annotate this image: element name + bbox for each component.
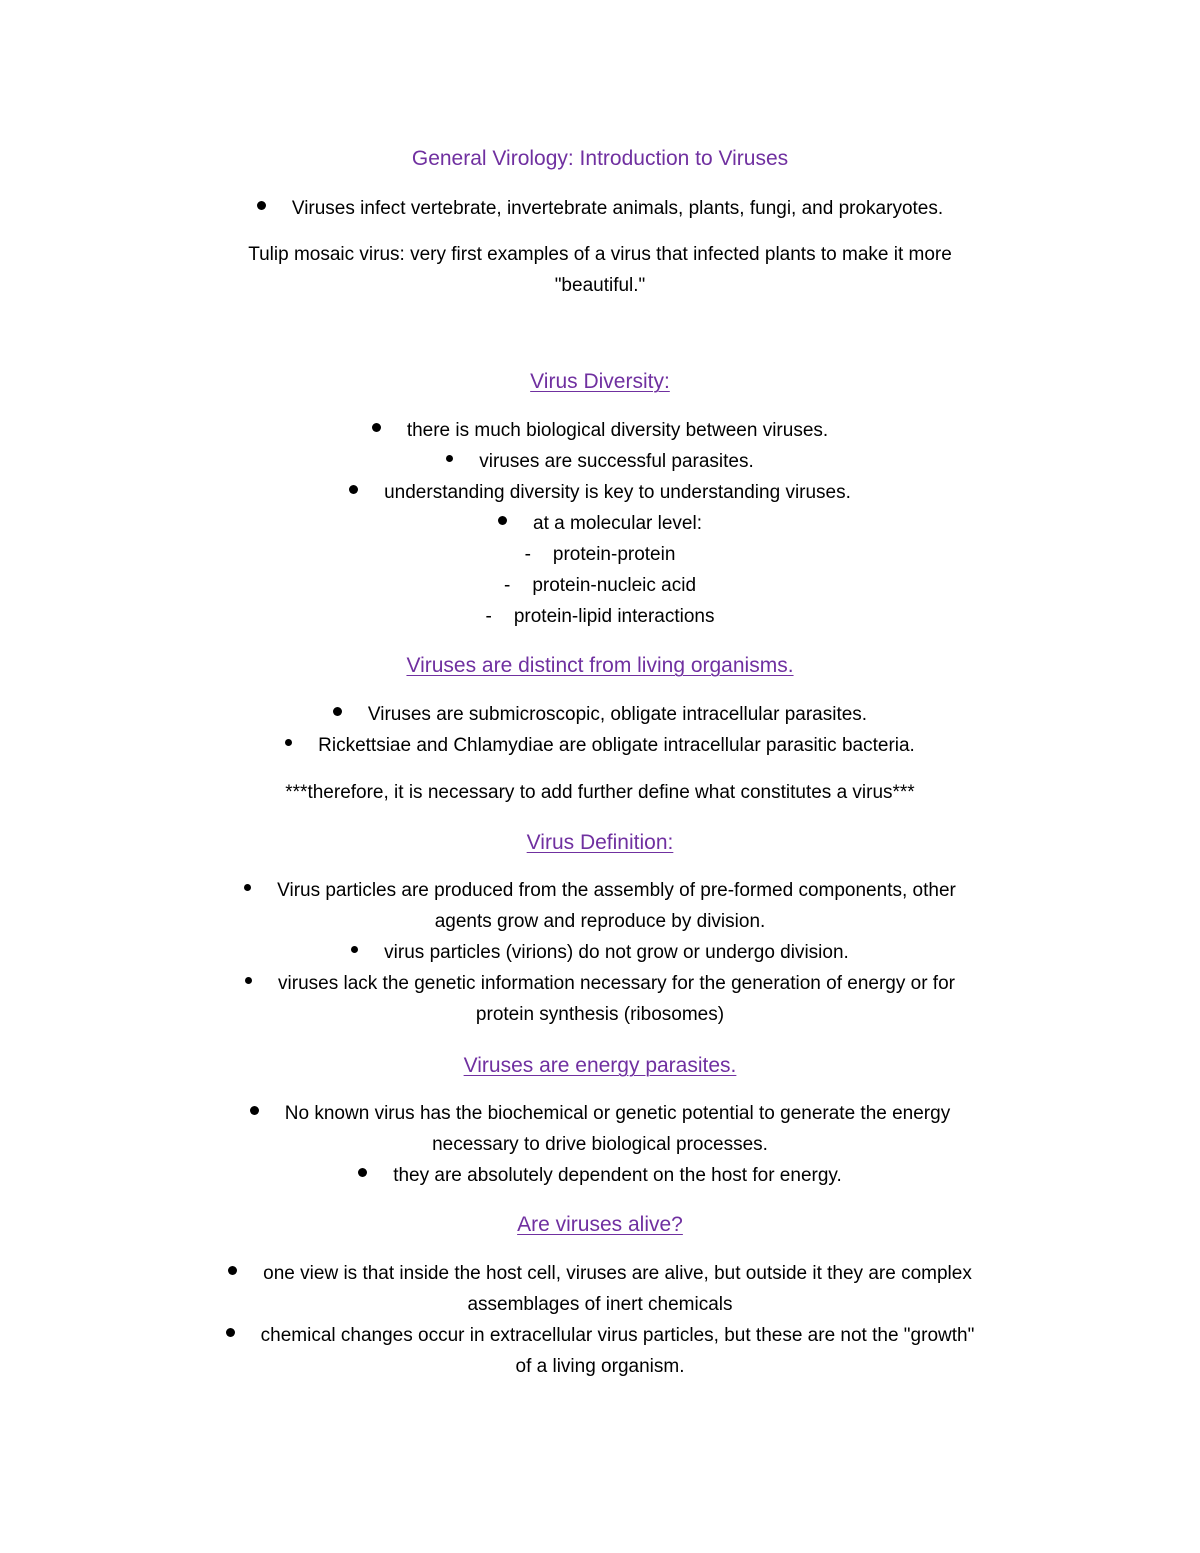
- diversity-bullet-item: viruses are successful parasites.: [0, 448, 1200, 476]
- alive-bullet-item: one view is that inside the host cell, viruses are alive, but outside it they are complex: [0, 1260, 1200, 1288]
- bullet-icon: [257, 201, 266, 210]
- document-title: General Virology: Introduction to Viruses: [411, 147, 789, 170]
- diversity-dash-item: - protein-lipid interactions: [0, 603, 1200, 631]
- bullet-icon: [250, 1106, 259, 1115]
- dash-marker: -: [524, 544, 531, 565]
- definition-bullet-continuation: agents grow and reproduce by division.: [434, 911, 766, 932]
- bullet-icon: [446, 455, 453, 462]
- distinct-note: ***therefore, it is necessary to add further define what constitutes a virus***: [285, 782, 915, 803]
- alive-bullet-item: chemical changes occur in extracellular virus particles, but these are not the "growth": [0, 1322, 1200, 1350]
- energy-bullet-item: No known virus has the biochemical or genetic potential to generate the energy: [0, 1100, 1200, 1128]
- definition-bullet-continuation: protein synthesis (ribosomes): [475, 1004, 725, 1025]
- tulip-text-line-2: "beautiful.": [554, 275, 646, 296]
- bullet-icon: [372, 423, 381, 432]
- diversity-bullet-item: there is much biological diversity between viruses.: [0, 417, 1200, 445]
- dash-marker: -: [503, 575, 511, 596]
- section-heading-diversity: Virus Diversity:: [530, 370, 670, 393]
- bullet-icon: [358, 1168, 367, 1177]
- bullet-icon: [226, 1328, 235, 1337]
- distinct-bullet-item: Viruses are submicroscopic, obligate intracellular parasites.: [0, 701, 1200, 729]
- energy-bullet-item: they are absolutely dependent on the host for energy.: [0, 1162, 1200, 1190]
- section-heading-alive: Are viruses alive?: [517, 1213, 683, 1236]
- tulip-text-line-1: Tulip mosaic virus: very first examples of a virus that infected plants to make it more: [248, 244, 952, 265]
- diversity-dash-item: - protein-nucleic acid: [0, 572, 1200, 600]
- bullet-icon: [245, 977, 252, 984]
- bullet-icon: [498, 516, 507, 525]
- definition-bullet-item: virus particles (virions) do not grow or undergo division.: [0, 939, 1200, 967]
- section-heading-distinct: Viruses are distinct from living organisms.: [406, 654, 794, 677]
- section-heading-energy: Viruses are energy parasites.: [463, 1054, 737, 1077]
- distinct-bullet-item: Rickettsiae and Chlamydiae are obligate intracellular parasitic bacteria.: [0, 732, 1200, 760]
- alive-bullet-continuation: of a living organism.: [515, 1356, 685, 1377]
- diversity-bullet-item: at a molecular level:: [0, 510, 1200, 538]
- bullet-icon: [244, 884, 251, 891]
- dash-marker: -: [485, 606, 492, 627]
- bullet-icon: [351, 946, 358, 953]
- bullet-icon: [349, 485, 358, 494]
- definition-bullet-item: viruses lack the genetic information necessary for the generation of energy or for: [0, 970, 1200, 998]
- diversity-dash-item: - protein-protein: [0, 541, 1200, 569]
- energy-bullet-continuation: necessary to drive biological processes.: [432, 1134, 768, 1155]
- bullet-icon: [228, 1266, 237, 1275]
- diversity-bullet-item: understanding diversity is key to understanding viruses.: [0, 479, 1200, 507]
- alive-bullet-continuation: assemblages of inert chemicals: [467, 1294, 733, 1315]
- bullet-icon: [333, 707, 342, 716]
- intro-bullet-item: Viruses infect vertebrate, invertebrate animals, plants, fungi, and prokaryotes.: [0, 195, 1200, 223]
- definition-bullet-item: Virus particles are produced from the assembly of pre-formed components, other: [0, 877, 1200, 905]
- bullet-icon: [285, 739, 292, 746]
- section-heading-definition: Virus Definition:: [526, 831, 674, 854]
